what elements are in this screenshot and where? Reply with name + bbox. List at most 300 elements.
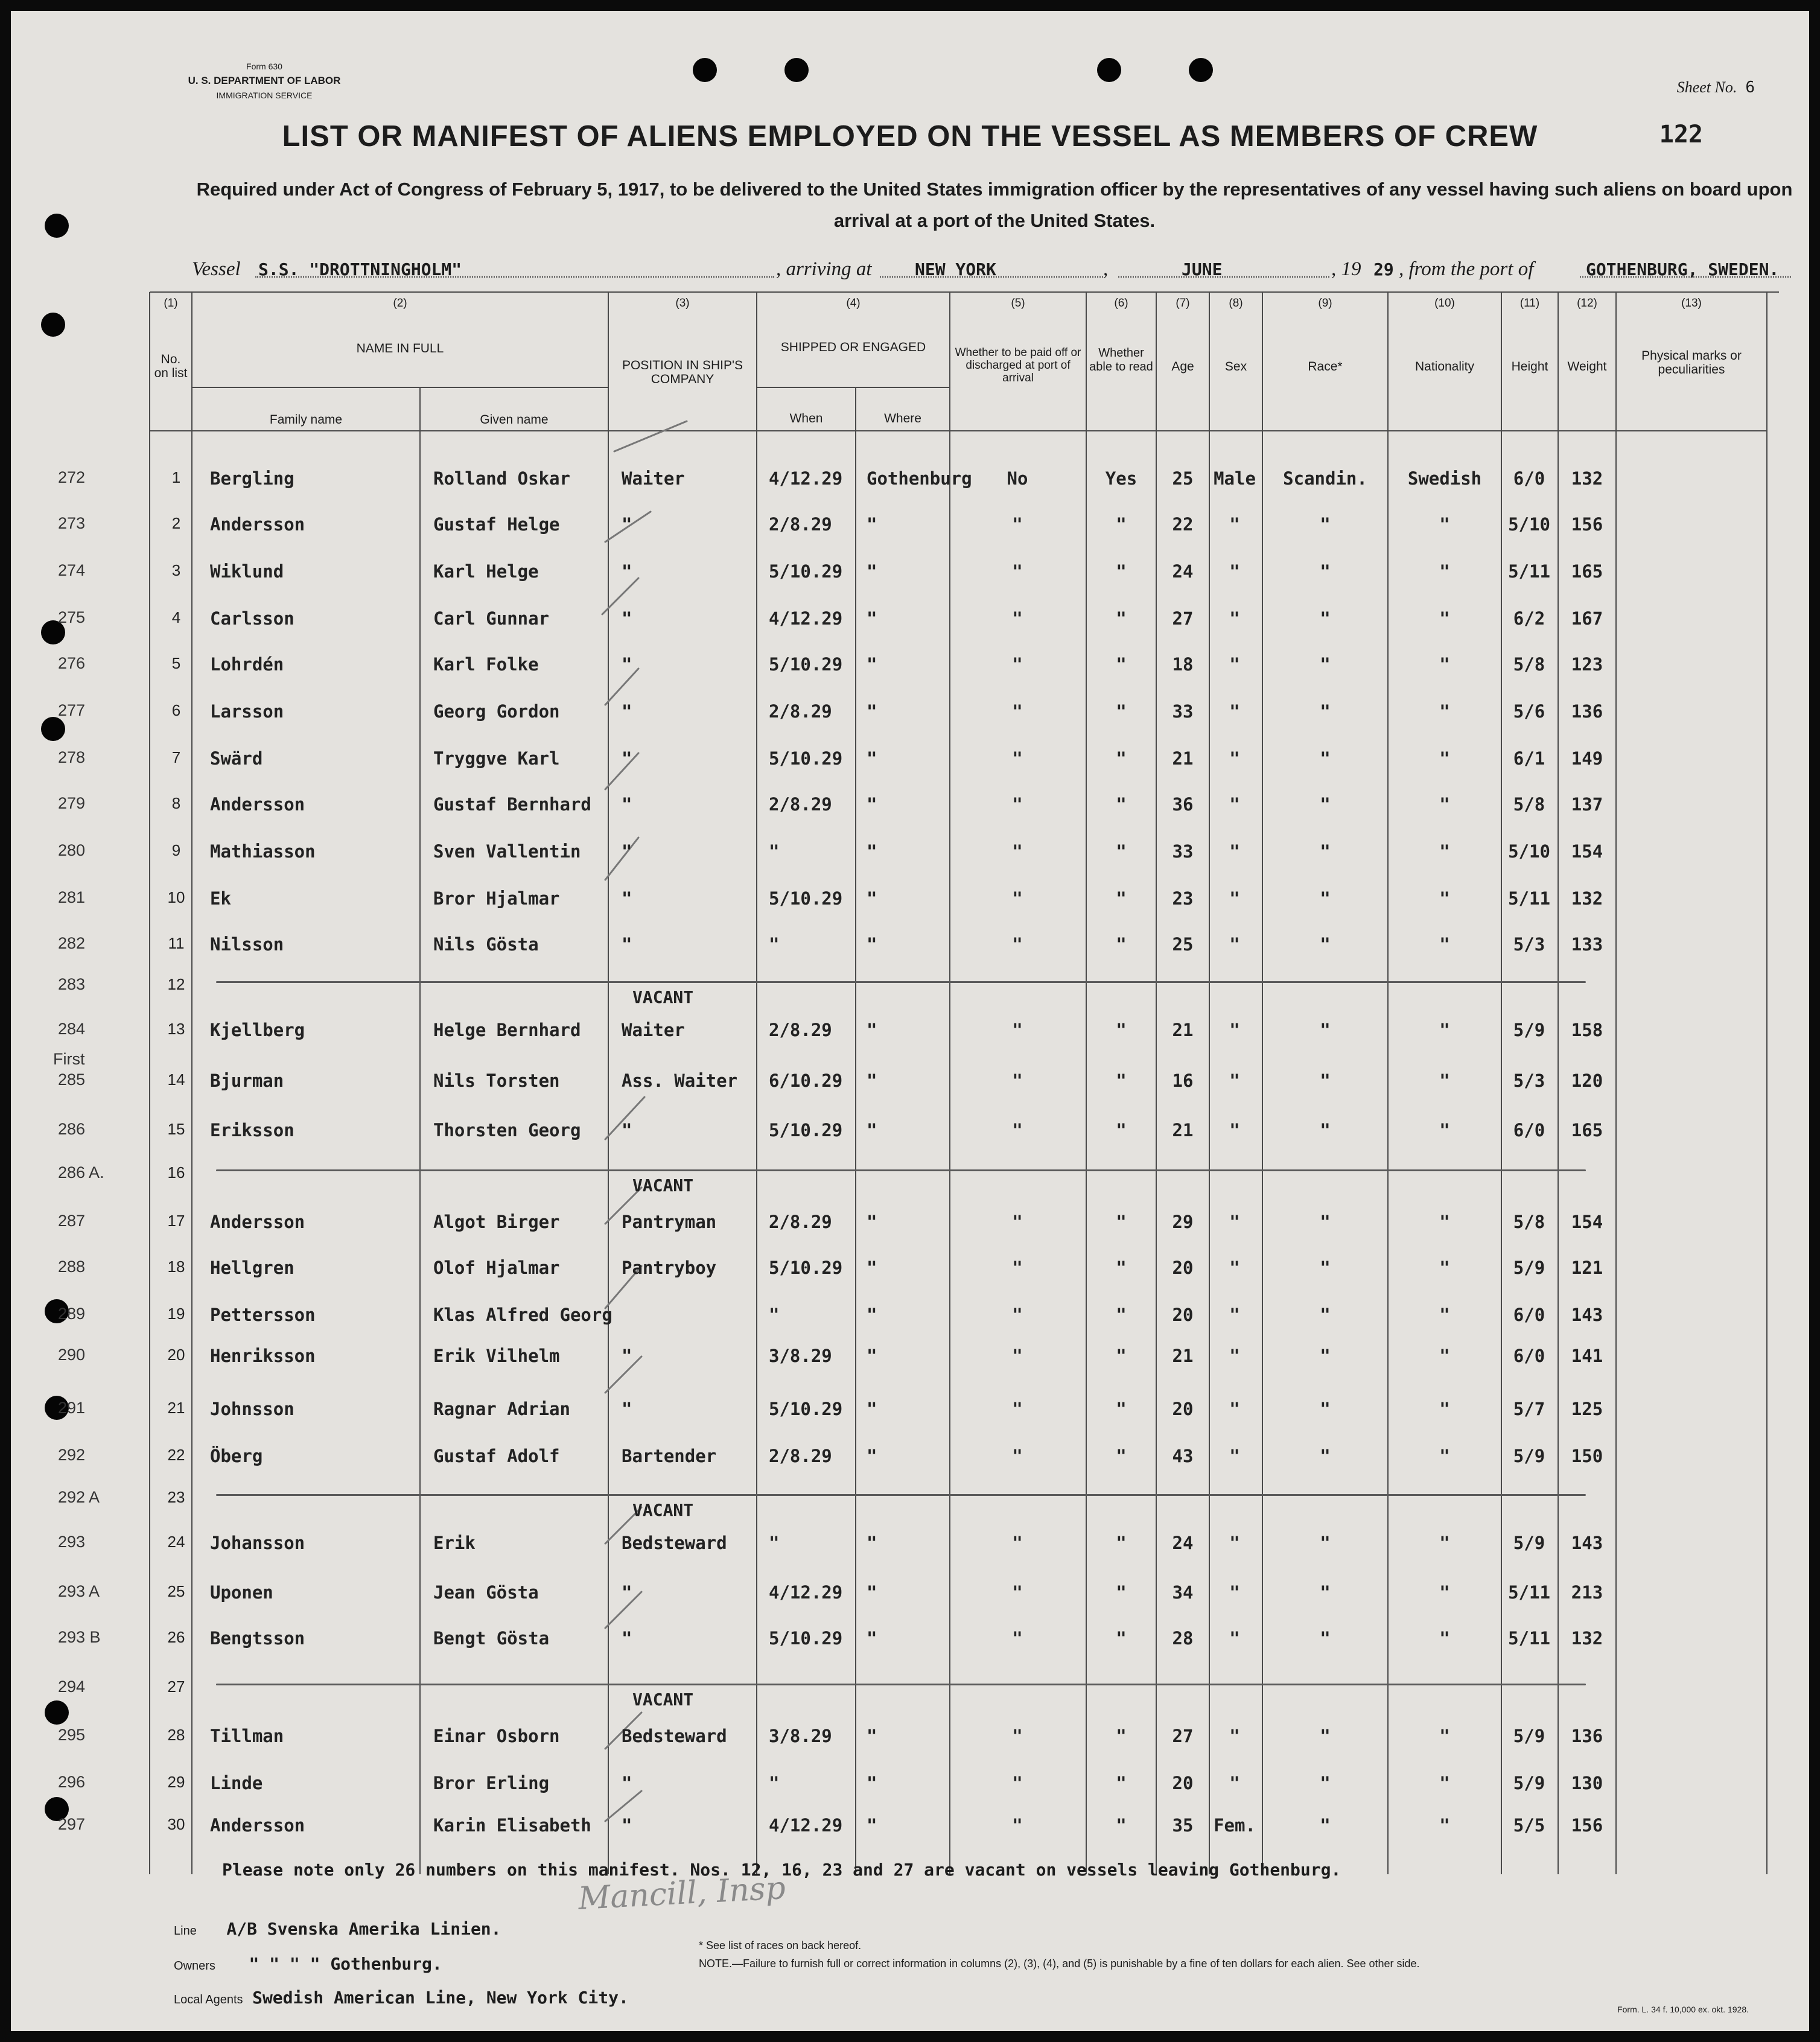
line-number: 285 (58, 1070, 86, 1089)
line-number: 292 (58, 1446, 86, 1464)
line-number: 274 (58, 561, 86, 579)
line-number: 280 (58, 841, 86, 859)
paid-off: " (1012, 841, 1023, 862)
race: " (1320, 701, 1331, 722)
given-name: Nils Gösta (433, 934, 539, 955)
shipped-where: " (867, 1399, 877, 1419)
table-row (11, 794, 1809, 818)
table-row (11, 1726, 1809, 1750)
able-to-read: " (1116, 1346, 1127, 1366)
sex: " (1229, 1726, 1240, 1746)
table-row (11, 654, 1809, 678)
height: 5/9 (1513, 1020, 1545, 1040)
height: 5/5 (1513, 1815, 1545, 1836)
able-to-read: " (1116, 1020, 1127, 1040)
position: " (622, 654, 632, 675)
weight: 143 (1571, 1533, 1603, 1553)
paid-off: " (1012, 1399, 1023, 1419)
given-name: Gustaf Bernhard (433, 794, 591, 815)
paid-off: " (1012, 1070, 1023, 1091)
given-name: Gustaf Helge (433, 514, 560, 535)
height: 5/8 (1513, 794, 1545, 815)
shipped-where: " (867, 701, 877, 722)
able-to-read: " (1116, 514, 1127, 535)
line-number: 272 (58, 468, 86, 486)
table-row (11, 1212, 1809, 1236)
given-name: Carl Gunnar (433, 608, 550, 629)
paid-off: No (1007, 468, 1028, 489)
family-name: Uponen (210, 1582, 273, 1603)
paid-off: " (1012, 888, 1023, 909)
family-name: Bjurman (210, 1070, 284, 1091)
sex: " (1229, 1533, 1240, 1553)
able-to-read: " (1116, 748, 1127, 769)
shipped-where: " (867, 1446, 877, 1466)
nationality: " (1439, 1446, 1450, 1466)
sex: " (1229, 1346, 1240, 1366)
age: 27 (1172, 1726, 1194, 1746)
header-nationality: Nationality (1414, 360, 1475, 374)
position: Pantryboy (622, 1258, 717, 1278)
shipped-when: 2/8.29 (769, 514, 832, 535)
shipped-when: 5/10.29 (769, 561, 843, 582)
list-number: 17 (167, 1212, 185, 1230)
given-name: Sven Vallentin (433, 841, 581, 862)
line-number: 292 A (58, 1488, 100, 1506)
family-name: Larsson (210, 701, 284, 722)
paid-off: " (1012, 608, 1023, 629)
vacant-strike-line (216, 981, 1586, 983)
list-number: 14 (167, 1070, 185, 1089)
shipped-when: 2/8.29 (769, 794, 832, 815)
nationality: " (1439, 1070, 1450, 1091)
weight: 120 (1571, 1070, 1603, 1091)
age: 18 (1172, 654, 1194, 675)
family-name: Carlsson (210, 608, 294, 629)
weight: 141 (1571, 1346, 1603, 1366)
sex: " (1229, 1446, 1240, 1466)
sheet-number-label: Sheet No. (1676, 78, 1737, 96)
departure-port: GOTHENBURG, SWEDEN. (1586, 259, 1780, 279)
shipped-when: 2/8.29 (769, 1020, 832, 1040)
owners-label: Owners (174, 1959, 215, 1973)
height: 5/9 (1513, 1446, 1545, 1466)
sex: " (1229, 888, 1240, 909)
race: " (1320, 1258, 1331, 1278)
able-to-read: " (1116, 561, 1127, 582)
family-name: Hellgren (210, 1258, 294, 1278)
sex: Male (1214, 468, 1256, 489)
service-name: IMMIGRATION SERVICE (216, 91, 313, 100)
position: Ass. Waiter (622, 1070, 738, 1091)
col-number: (2) (393, 297, 407, 310)
col-number: (5) (1011, 297, 1025, 310)
list-number: 9 (171, 841, 181, 859)
sex: " (1229, 1020, 1240, 1040)
family-name: Tillman (210, 1726, 284, 1746)
height: 6/0 (1513, 1346, 1545, 1366)
line-number: 284 (58, 1020, 86, 1038)
given-name: Einar Osborn (433, 1726, 560, 1746)
race: " (1320, 1582, 1331, 1603)
paid-off: " (1012, 1582, 1023, 1603)
vacant-strike-line (216, 1684, 1586, 1685)
able-to-read: " (1116, 841, 1127, 862)
able-to-read: " (1116, 1305, 1127, 1325)
race: " (1320, 1212, 1331, 1232)
age: 24 (1172, 1533, 1194, 1553)
able-to-read: " (1116, 1533, 1127, 1553)
table-row (11, 1582, 1809, 1606)
height: 5/9 (1513, 1533, 1545, 1553)
shipped-where: Gothenburg (867, 468, 972, 489)
weight: 165 (1571, 1120, 1603, 1140)
able-to-read: " (1116, 1212, 1127, 1232)
race: " (1320, 1346, 1331, 1366)
list-number: 25 (167, 1582, 185, 1600)
header-paid-off: Whether to be paid off or discharged at port of arrival (955, 346, 1081, 384)
header-family-name: Family name (269, 413, 343, 427)
able-to-read: " (1116, 1120, 1127, 1140)
shipped-where: " (867, 1628, 877, 1649)
sex: " (1229, 841, 1240, 862)
table-row (11, 1305, 1809, 1329)
nationality: " (1439, 1020, 1450, 1040)
family-name: Eriksson (210, 1120, 294, 1140)
manifest-note: Please note only 26 numbers on this manifest. Nos. 12, 16, 23 and 27 are vacant on vessels leaving Gothenburg. (222, 1860, 1341, 1880)
race: " (1320, 1446, 1331, 1466)
weight: 213 (1571, 1582, 1603, 1603)
vessel-name: S.S. "DROTTNINGHOLM" (258, 259, 462, 279)
table-row (11, 561, 1809, 585)
shipped-where: " (867, 1815, 877, 1836)
shipped-when: 5/10.29 (769, 748, 843, 769)
position: Waiter (622, 468, 685, 489)
weight: 133 (1571, 934, 1603, 955)
paid-off: " (1012, 748, 1023, 769)
shipped-when: 5/10.29 (769, 654, 843, 675)
nationality: " (1439, 1258, 1450, 1278)
race: " (1320, 934, 1331, 955)
shipped-when: " (769, 1773, 780, 1793)
form-number: Form 630 (246, 62, 282, 71)
weight: 150 (1571, 1446, 1603, 1466)
paid-off: " (1012, 934, 1023, 955)
shipped-when: 4/12.29 (769, 468, 843, 489)
weight: 132 (1571, 888, 1603, 909)
line-number: 277 (58, 701, 86, 719)
line-number: 293 (58, 1533, 86, 1551)
family-name: Lohrdén (210, 654, 284, 675)
position: " (622, 1773, 632, 1793)
weight: 123 (1571, 654, 1603, 675)
able-to-read: " (1116, 934, 1127, 955)
height: 5/11 (1508, 888, 1550, 909)
list-number: 22 (167, 1446, 185, 1464)
given-name: Bengt Gösta (433, 1628, 550, 1649)
position: Bedsteward (622, 1726, 727, 1746)
age: 43 (1172, 1446, 1194, 1466)
owners-value: " " " " Gothenburg. (249, 1954, 442, 1974)
height: 5/10 (1508, 841, 1550, 862)
height: 6/0 (1513, 1120, 1545, 1140)
sex: " (1229, 1628, 1240, 1649)
given-name: Jean Gösta (433, 1582, 539, 1603)
weight: 149 (1571, 748, 1603, 769)
position: " (622, 1815, 632, 1836)
nationality: " (1439, 1120, 1450, 1140)
height: 6/0 (1513, 1305, 1545, 1325)
weight: 156 (1571, 1815, 1603, 1836)
shipped-when: 3/8.29 (769, 1346, 832, 1366)
shipped-when: 5/10.29 (769, 1258, 843, 1278)
shipped-when: 5/10.29 (769, 888, 843, 909)
table-row (11, 1773, 1809, 1797)
list-number: 30 (167, 1815, 185, 1833)
shipped-where: " (867, 841, 877, 862)
shipped-when: 2/8.29 (769, 1212, 832, 1232)
height: 6/1 (1513, 748, 1545, 769)
list-number: 7 (171, 748, 181, 766)
age: 24 (1172, 561, 1194, 582)
sex: " (1229, 1212, 1240, 1232)
given-name: Nils Torsten (433, 1070, 560, 1091)
paid-off: " (1012, 1305, 1023, 1325)
sex: " (1229, 701, 1240, 722)
shipped-when: " (769, 1533, 780, 1553)
manifest-sheet (11, 11, 1809, 2031)
sheet-number-value: 6 (1745, 78, 1755, 97)
race: Scandin. (1283, 468, 1367, 489)
paid-off: " (1012, 1773, 1023, 1793)
position: Waiter (622, 1020, 685, 1040)
given-name: Rolland Oskar (433, 468, 570, 489)
race: " (1320, 1020, 1331, 1040)
family-name: Nilsson (210, 934, 284, 955)
family-name: Andersson (210, 794, 305, 815)
position: Pantryman (622, 1212, 717, 1232)
list-number: 24 (167, 1533, 185, 1551)
nationality: " (1439, 1582, 1450, 1603)
age: 27 (1172, 608, 1194, 629)
family-name: Mathiasson (210, 841, 316, 862)
list-number: 28 (167, 1726, 185, 1744)
position: Bedsteward (622, 1533, 727, 1553)
given-name: Karl Helge (433, 561, 539, 582)
agents-field (174, 1988, 629, 2008)
able-to-read: " (1116, 1582, 1127, 1603)
paid-off: " (1012, 701, 1023, 722)
sex: " (1229, 1773, 1240, 1793)
weight: 130 (1571, 1773, 1603, 1793)
vacant-label: VACANT (632, 987, 694, 1007)
given-name: Ragnar Adrian (433, 1399, 570, 1419)
arrival-year: 29 (1373, 259, 1394, 279)
list-number: 19 (167, 1305, 185, 1323)
line-number: 273 (58, 514, 86, 532)
line-number: 293 A (58, 1582, 100, 1600)
list-number: 3 (171, 561, 181, 579)
col-number: (3) (675, 297, 690, 310)
table-row (11, 1020, 1809, 1044)
list-number: 16 (167, 1163, 185, 1182)
height: 5/9 (1513, 1258, 1545, 1278)
given-name: Bror Erling (433, 1773, 550, 1793)
shipped-where: " (867, 608, 877, 629)
shipped-when: 4/12.29 (769, 1815, 843, 1836)
position: " (622, 561, 632, 582)
height: 5/3 (1513, 1070, 1545, 1091)
line-field (174, 1919, 501, 1939)
list-number: 8 (171, 794, 181, 812)
nationality: " (1439, 841, 1450, 862)
table-row (11, 1446, 1809, 1470)
nationality: " (1439, 514, 1450, 535)
position: Bartender (622, 1446, 717, 1466)
owners-field (174, 1954, 442, 1974)
height: 5/3 (1513, 934, 1545, 955)
header-weight: Weight (1567, 360, 1607, 374)
family-name: Henriksson (210, 1346, 316, 1366)
race: " (1320, 888, 1331, 909)
table-row (11, 1258, 1809, 1282)
nationality: " (1439, 1773, 1450, 1793)
able-to-read: " (1116, 1399, 1127, 1419)
list-number: 21 (167, 1399, 185, 1417)
shipped-when: 2/8.29 (769, 1446, 832, 1466)
arriving-label: , arriving at (776, 258, 872, 280)
nationality: " (1439, 1815, 1450, 1836)
paid-off: " (1012, 1120, 1023, 1140)
race: " (1320, 748, 1331, 769)
shipped-when: 4/12.29 (769, 1582, 843, 1603)
table-row (11, 1050, 1809, 1095)
list-number: 29 (167, 1773, 185, 1791)
shipped-where: " (867, 888, 877, 909)
race: " (1320, 608, 1331, 629)
list-number: 4 (171, 608, 181, 626)
vacant-label: VACANT (632, 1500, 694, 1520)
table-row (11, 841, 1809, 865)
line-number: 294 (58, 1678, 86, 1696)
height: 5/11 (1508, 561, 1550, 582)
table-row (11, 934, 1809, 958)
position: " (622, 841, 632, 862)
race: " (1320, 1399, 1331, 1419)
nationality: " (1439, 888, 1450, 909)
age: 33 (1172, 701, 1194, 722)
line-number: 283 (58, 975, 86, 993)
shipped-where: " (867, 654, 877, 675)
able-to-read: " (1116, 1726, 1127, 1746)
age: 21 (1172, 1120, 1194, 1140)
nationality: " (1439, 1346, 1450, 1366)
race: " (1320, 1305, 1331, 1325)
able-to-read: " (1116, 1773, 1127, 1793)
given-name: Bror Hjalmar (433, 888, 560, 909)
age: 22 (1172, 514, 1194, 535)
line-number: 281 (58, 888, 86, 906)
weight: 132 (1571, 468, 1603, 489)
weight: 136 (1571, 1726, 1603, 1746)
nationality: " (1439, 1726, 1450, 1746)
paid-off: " (1012, 1815, 1023, 1836)
family-name: Pettersson (210, 1305, 316, 1325)
table-row (11, 1399, 1809, 1423)
shipped-where: " (867, 748, 877, 769)
age: 36 (1172, 794, 1194, 815)
position: " (622, 794, 632, 815)
list-number: 1 (171, 468, 181, 486)
sex: " (1229, 561, 1240, 582)
list-number: 5 (171, 654, 181, 672)
col-number: (11) (1519, 297, 1540, 310)
col-number: (6) (1114, 297, 1128, 310)
col-number: (7) (1176, 297, 1190, 310)
position: " (622, 1120, 632, 1140)
family-name: Kjellberg (210, 1020, 305, 1040)
age: 21 (1172, 1020, 1194, 1040)
nationality: " (1439, 654, 1450, 675)
weight: 121 (1571, 1258, 1603, 1278)
shipped-when: 6/10.29 (769, 1070, 843, 1091)
line-number: 291 (58, 1399, 86, 1417)
sex: " (1229, 748, 1240, 769)
list-number: 27 (167, 1678, 185, 1696)
list-number: 12 (167, 975, 185, 993)
list-number: 2 (171, 514, 181, 532)
vacant-row (11, 1163, 1809, 1195)
paid-off: " (1012, 1346, 1023, 1366)
age: 29 (1172, 1212, 1194, 1232)
family-name: Bergling (210, 468, 294, 489)
shipped-where: " (867, 1258, 877, 1278)
table-row (11, 1120, 1809, 1144)
header-no-on-list: No. on list (154, 352, 188, 380)
vacant-row (11, 1488, 1809, 1520)
line-number: 286 (58, 1120, 86, 1138)
height: 5/11 (1508, 1628, 1550, 1649)
list-number: 20 (167, 1346, 185, 1364)
position: " (622, 1399, 632, 1419)
age: 21 (1172, 1346, 1194, 1366)
height: 5/10 (1508, 514, 1550, 535)
shipped-where: " (867, 1305, 877, 1325)
paid-off: " (1012, 794, 1023, 815)
col-number: (9) (1318, 297, 1332, 310)
header-race: Race* (1308, 360, 1343, 374)
list-number: 26 (167, 1628, 185, 1646)
line-number: 293 B (58, 1628, 101, 1646)
height: 5/8 (1513, 654, 1545, 675)
race: " (1320, 654, 1331, 675)
page-subtitle: Required under Act of Congress of February 5, 1917, to be delivered to the United States immigration officer by the representatives of any vessel having such aliens on board upon arrival at a port of the United States. (196, 179, 1793, 231)
age: 35 (1172, 1815, 1194, 1836)
able-to-read: " (1116, 794, 1127, 815)
weight: 156 (1571, 514, 1603, 535)
line-number: 279 (58, 794, 86, 812)
sex: " (1229, 1070, 1240, 1091)
height: 5/7 (1513, 1399, 1545, 1419)
age: 33 (1172, 841, 1194, 862)
age: 20 (1172, 1258, 1194, 1278)
line-number: 276 (58, 654, 86, 672)
header-when: When (789, 412, 823, 425)
list-number: 15 (167, 1120, 185, 1138)
nationality: Swedish (1407, 468, 1482, 489)
shipped-when: 2/8.29 (769, 701, 832, 722)
agents-value: Swedish American Line, New York City. (252, 1988, 629, 2008)
